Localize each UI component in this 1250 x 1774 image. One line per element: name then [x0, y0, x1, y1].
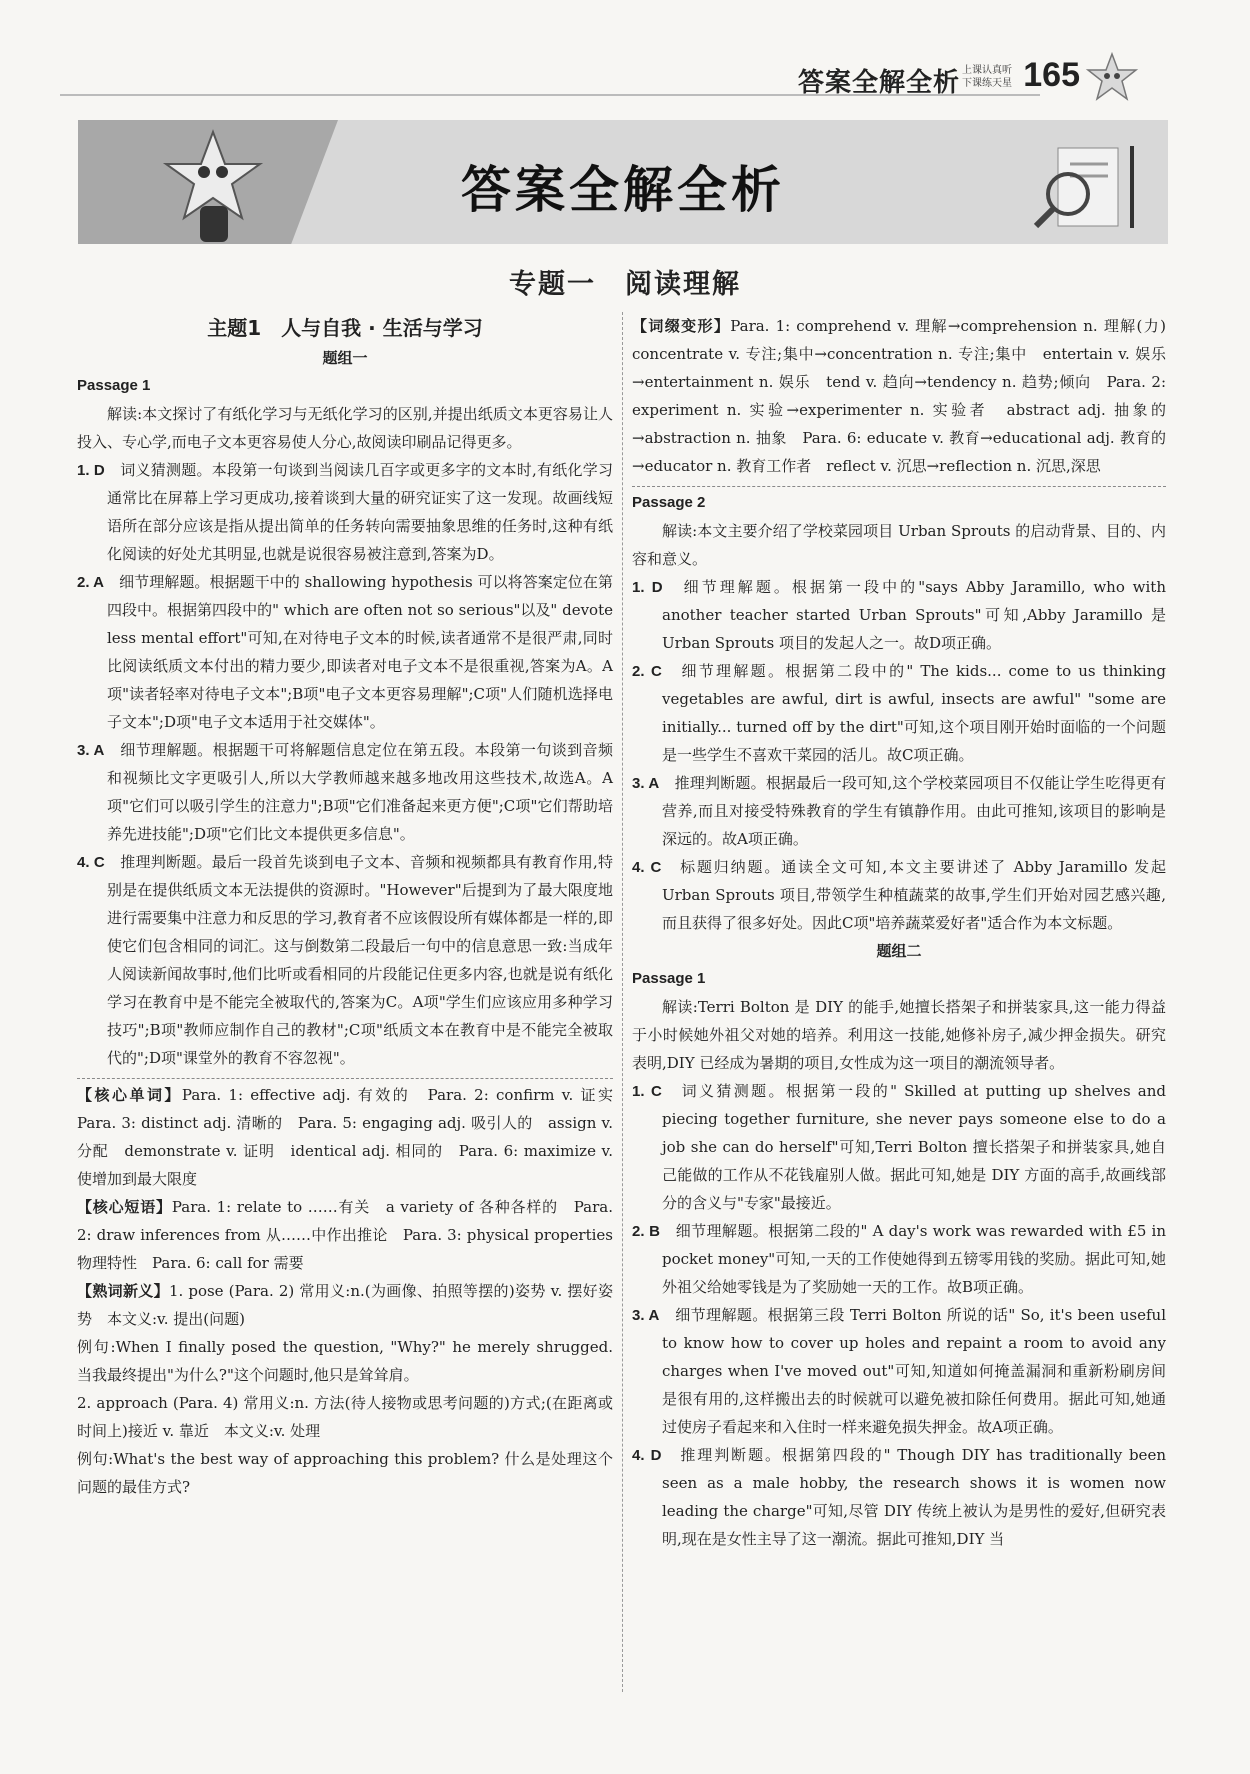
section-title: 专题一 阅读理解 [509, 269, 741, 300]
answer-text: 标题归纳题。通读全文可知,本文主要讲述了 Abby Jaramillo 发起 Urban Sprouts 项目,带领学生种植蔬菜的故事,学生们开始对园艺感兴趣,而且获得了很多好处。因此C项"培养蔬菜爱好者"适合作为本文标题。 [662, 858, 1166, 932]
answer-item [632, 1441, 1166, 1553]
answer-item [632, 769, 1166, 853]
answer-text: 细节理解题。根据题干可将解题信息定位在第五段。本段第一句谈到音频和视频比文字更吸引人,所以大学教师越来越多地改用这些技术,故选A。A项"它们可以吸引学生的注意力";B项"它们准备起来更方便";C项"它们帮助培养先进技能";D项"它们比文本提供更多信息"。 [107, 741, 613, 843]
answer-number: 4. C [77, 854, 105, 871]
answer-text: 词义猜测题。本段第一句谈到当阅读几百字或更多字的文本时,有纸化学习通常比在屏幕上学习更成功,接着谈到大量的研究证实了这一发现。故画线短语所在部分应该是指从提出简单的任务转向需要抽象思维的任务时,这种有纸化阅读的好处尤其明显,也就是说很容易被注意到,答案为D。 [107, 461, 613, 563]
answer-text: 细节理解题。根据第二段中的" The kids... come to us thinking vegetables are awful, dirt is awful, insects are awful" "some are initially... turned off by the dirt"可知,这个项目刚开始时面临的一个问题是一些学生不喜欢干菜园的活儿。故C项正确。 [662, 662, 1166, 764]
note-text: Para. 1: effective adj. 有效的 Para. 2: confirm v. 证实 Para. 3: distinct adj. 清晰的 Para. 5: engaging adj. 吸引人的 assign v. 分配 demonstrate v. 证明 identical adj. 相同的 Para. 6: maximize v. 使增加到最大限度 [77, 1086, 628, 1188]
answer-number: 1. D [632, 579, 663, 596]
answer-number: 3. A [77, 742, 105, 759]
passage-label: Passage 1 [77, 377, 151, 394]
answer-item [632, 573, 1166, 657]
right-column [632, 312, 1182, 1553]
topic-title: 主题1 人与自我 · 生活与学习 [207, 316, 483, 340]
banner-title: 答案全解全析 [461, 161, 785, 219]
column-divider [622, 312, 623, 1692]
section-separator [632, 486, 1166, 487]
group-title: 题组一 [322, 349, 368, 367]
header-slogan-line2: 下课练天星 [962, 78, 1012, 89]
answer-number: 2. B [632, 1223, 660, 1240]
answer-text: 细节理解题。根据第一段中的"says Abby Jaramillo, who with another teacher started Urban Sprouts"可知,Abby Jaramillo 是 Urban Sprouts 项目的发起人之一。故D项正确。 [662, 578, 1166, 652]
phrase-note [77, 1193, 613, 1277]
answer-number: 4. C [632, 859, 662, 876]
example-sentence: 例句:What's the best way of approaching this problem? 什么是处理这个问题的最佳方式? [77, 1450, 613, 1496]
answer-item [632, 1077, 1166, 1217]
note-text: Para. 1: comprehend v. 理解→comprehension n. 理解(力) concentrate v. 专注;集中→concentration n. 专注;集中 entertain v. 娱乐→entertainment n. 娱乐 tend v. 趋向→tendency n. 趋势;倾向 Para. 2: experiment n. 实验→experimenter n. 实验者 abstract adj. 抽象的→abstraction n. 抽象 Para. 6: educate v. 教育→educational adj. 教育的→educator n. 教育工作者 reflect v. 沉思→reflection n. 沉思,深思 [632, 317, 1182, 475]
answer-item [632, 657, 1166, 769]
header-slogan [962, 64, 1012, 90]
passage-intro: 解读:本文探讨了有纸化学习与无纸化学习的区别,并提出纸质文本更容易让人投入、专心学,而电子文本更容易使人分心,故阅读印刷品记得更多。 [77, 405, 613, 451]
new-meaning-item: 2. approach (Para. 4) 常用义:n. 方法(待人接物或思考问题的)方式;(在距离或时间上)接近 v. 靠近 本文义:v. 处理 [77, 1394, 613, 1440]
passage-intro: 解读:本文主要介绍了学校菜园项目 Urban Sprouts 的启动背景、目的、内容和意义。 [632, 522, 1166, 568]
answer-text: 推理判断题。根据最后一段可知,这个学校菜园项目不仅能让学生吃得更有营养,而且对接受特殊教育的学生有镇静作用。由此可推知,该项目的影响是深远的。故A项正确。 [662, 774, 1166, 848]
passage-intro: 解读:Terri Bolton 是 DIY 的能手,她擅长搭架子和拼装家具,这一能力得益于小时候她外祖父对她的培养。利用这一技能,她修补房子,减少押金损失。研究表明,DIY 已经成为暑期的项目,女性成为这一项目的潮流领导者。 [632, 998, 1166, 1072]
answer-item [77, 456, 613, 568]
title-banner [78, 120, 1168, 244]
answer-text: 推理判断题。最后一段首先谈到电子文本、音频和视频都具有教育作用,特别是在提供纸质文本无法提供的资源时。"However"后提到为了最大限度地进行需要集中注意力和反思的学习,教育者不应该假设所有媒体都是一样的,即使它们包含相同的词汇。这与倒数第二段最后一句中的信息意思一致:当成年人阅读新闻故事时,他们比听或看相同的片段能记住更多内容,也就是说有纸化学习在教育中是不能完全被取代的,答案为C。A项"学生们应该应用多种学习技巧";B项"教师应制作自己的教材";C项"纸质文本在教育中是不能完全被取代的";D项"课堂外的教育不容忽视"。 [107, 853, 613, 1067]
note-text: 1. pose (Para. 2) 常用义:n.(为画像、拍照等摆的)姿势 v. 摆好姿势 本文义:v. 提出(问题) [77, 1282, 613, 1328]
new-meaning-note [77, 1277, 613, 1333]
answer-text: 推理判断题。根据第四段的" Though DIY has traditionally been seen as a male hobby, the research shows it is women now leading the charge"可知,尽管 DIY 传统上被认为是男性的爱好,但研究表明,现在是女性主导了这一潮流。据此可推知,DIY 当 [662, 1446, 1166, 1548]
page-number: 165 [1023, 56, 1080, 94]
vocab-note [77, 1081, 628, 1193]
passage-label: Passage 2 [632, 494, 706, 511]
mascot-star-icon [1084, 52, 1140, 102]
page-header [60, 52, 1190, 98]
answer-item [632, 1301, 1166, 1441]
answer-number: 1. C [632, 1083, 662, 1100]
answer-text: 词义猜测题。根据第一段的" Skilled at putting up shelves and piecing together furniture, she never pays someone else to do a job she can do herself"可知,Terri Bolton 擅长搭架子和拼装家具,她自己能做的工作从不花钱雇别人做。据此可知,她是 DIY 方面的高手,故画线部分的含义与"专家"最接近。 [662, 1082, 1166, 1212]
answer-number: 2. A [77, 574, 105, 591]
note-label: 【核心短语】 [77, 1198, 172, 1216]
answer-number: 2. C [632, 663, 662, 680]
note-text: Para. 1: relate to ……有关 a variety of 各种各样的 Para. 2: draw inferences from 从……中作出推论 Para. 3: physical properties 物理特性 Para. 6: call for 需要 [77, 1198, 613, 1272]
answer-number: 3. A [632, 1307, 660, 1324]
example-sentence: 例句:When I finally posed the question, "Why?" he merely shrugged. 当我最终提出"为什么?"这个问题时,他只是耸耸肩。 [77, 1338, 613, 1384]
header-slogan-line1: 上课认真听 [962, 65, 1012, 76]
section-separator [77, 1078, 613, 1079]
note-label: 【熟词新义】 [77, 1282, 169, 1300]
answer-text: 细节理解题。根据题干中的 shallowing hypothesis 可以将答案定位在第四段中。根据第四段中的" which are often not so serious"以及" devote less mental effort"可知,在对待电子文本的时候,读者通常不是很严肃,同时比阅读纸质文本付出的精力要少,即读者对电子文本不是很重视,答案为A。A项"读者轻率对待电子文本";B项"电子文本更容易理解";C项"人们随机选择电子文本";D项"电子文本适用于社交媒体"。 [107, 573, 613, 731]
answer-number: 3. A [632, 775, 660, 792]
note-label: 【词缀变形】 [632, 317, 731, 335]
answer-text: 细节理解题。根据第二段的" A day's work was rewarded with £5 in pocket money"可知,一天的工作使她得到五镑零用钱的奖励。据此可知,她外祖父给她零钱是为了奖励她一天的工作。故B项正确。 [662, 1222, 1167, 1296]
answer-item [632, 1217, 1166, 1301]
answer-item [77, 848, 613, 1072]
header-title: 答案全解全析 [797, 68, 960, 98]
magnifier-icon [1028, 142, 1148, 232]
answer-text: 细节理解题。根据第三段 Terri Bolton 所说的话" So, it's been useful to know how to cover up holes and repaint a room to avoid any charges when I've moved out"可知,知道如何掩盖漏洞和重新粉刷房间是很有用的,这样搬出去的时候就可以避免被扣除任何费用。据此可知,她通过使房子看起来和入住时一样来避免损失押金。故A项正确。 [662, 1306, 1166, 1436]
answer-number: 4. D [632, 1447, 662, 1464]
group-title: 题组二 [876, 942, 922, 960]
answer-item [77, 736, 613, 848]
passage-label: Passage 1 [632, 970, 706, 987]
note-label: 【核心单词】 [77, 1086, 182, 1104]
answer-item [632, 853, 1166, 937]
answer-number: 1. D [77, 462, 105, 479]
left-column [77, 312, 628, 1501]
answer-item [77, 568, 613, 736]
affix-note [632, 312, 1182, 480]
